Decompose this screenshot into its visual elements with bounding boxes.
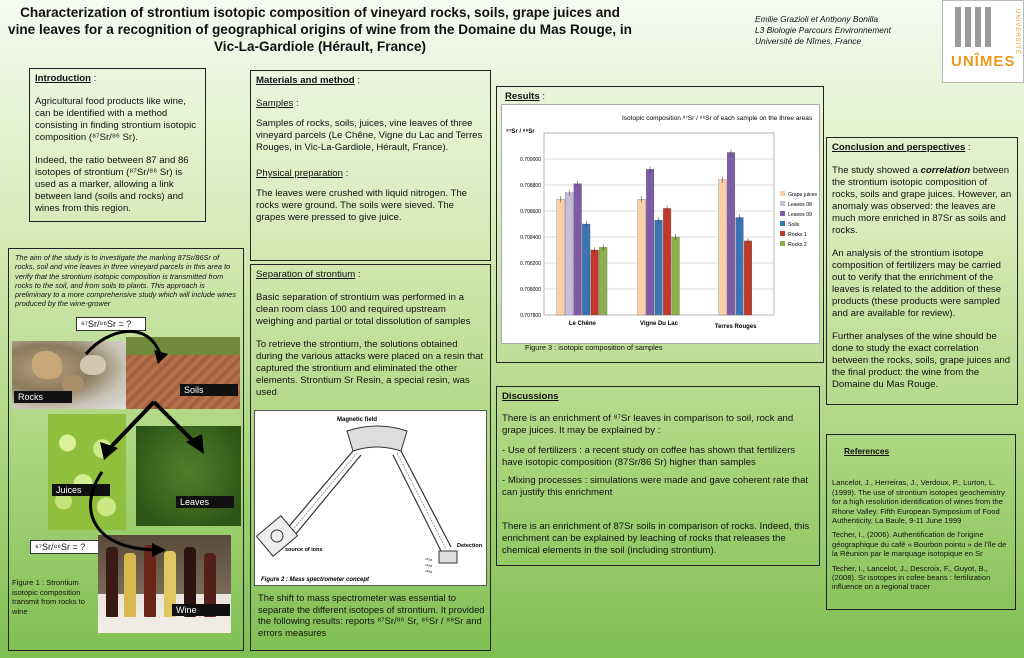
isotope-label: ⁸⁷Sr xyxy=(425,557,433,562)
flight-tube xyxy=(393,455,441,551)
logo-bar xyxy=(985,7,991,47)
legend-label: Rocks 2 xyxy=(788,242,807,248)
conclusion-p2: An analysis of the strontium isotope composition of fertilizers may be carried out to verify that the enrichment of the leaves is related to the addition of these products (these products were sampled and are available for review). xyxy=(832,248,1002,319)
introduction-heading: Introduction xyxy=(35,73,91,84)
bar xyxy=(719,180,727,315)
y-tick-label: 0.708600 xyxy=(520,209,541,215)
bar xyxy=(582,224,590,315)
source-label: source of ions xyxy=(285,547,323,553)
rocks-label: Rocks xyxy=(14,391,72,403)
figure3-caption: Figure 3 : isotopic composition of samples xyxy=(525,343,663,352)
samples-heading: Samples xyxy=(256,98,294,109)
introduction-box: Introduction : Agricultural food products like wine, can be identified with a method consisting in finding strontium isotopic composition (⁸⁷Sr/⁸⁶ Sr). Indeed, the ratio between 87 and 86 isotopes of strontium (⁸⁷Sr/⁸⁶ Sr) is used as a marker, allowing a link between land (soils and rocks) and wines from this region. xyxy=(29,68,206,222)
x-category-label: Le Chêne xyxy=(568,321,596,327)
legend-label: Soils xyxy=(788,222,800,228)
chart-panel xyxy=(501,104,820,344)
y-tick-label: 0.707800 xyxy=(520,313,541,319)
y-tick-label: 0.708200 xyxy=(520,261,541,267)
separation-heading: Separation of strontium xyxy=(256,269,356,280)
ion-beam xyxy=(290,453,357,533)
figure2-caption: Figure 2 : Mass spectrometer concept xyxy=(261,577,370,583)
magnet-shape xyxy=(347,426,407,451)
discussions-box xyxy=(496,386,820,566)
discussions-p3: - Mixing processes : simulations were made and gave coherent rate that can justify this enrichment xyxy=(502,475,809,498)
bar xyxy=(591,250,599,315)
bar xyxy=(655,220,663,315)
logo-name: UNÎMES xyxy=(951,53,1016,70)
legend-swatch xyxy=(780,191,785,196)
authors-block xyxy=(755,14,891,47)
prep-heading: Physical preparation xyxy=(256,168,343,179)
arrow-juices-wine xyxy=(91,472,158,550)
detector-shape xyxy=(439,551,457,563)
arrow-rocks-soils xyxy=(86,331,160,354)
y-tick-label: 0.709000 xyxy=(520,157,541,163)
author-program: L3 Biologie Parcours Environnement xyxy=(755,25,891,35)
chart-ylabel: ⁸⁷Sr / ⁸⁶Sr xyxy=(506,129,535,135)
flight-tube xyxy=(401,451,451,547)
results-box xyxy=(496,86,824,363)
bar xyxy=(663,208,671,315)
legend-label: Leaves 08 xyxy=(788,202,812,208)
bar xyxy=(736,218,744,316)
figure1-arrows xyxy=(8,310,244,570)
bar xyxy=(646,169,654,315)
leaves-label: Leaves xyxy=(176,496,234,508)
bar xyxy=(565,193,573,315)
conclusion-heading: Conclusion and perspectives xyxy=(832,142,966,153)
conclusion-box: Conclusion and perspectives : The study showed a correlation between the strontium isotopic composition of rocks, soils and grape juices. However, an anomaly was observed: the leaves are much more enriched in 87Sr as soils and rocks. An analysis of the strontium isotope composition of fertilizers may be carried out to verify that the enrichment of the leaves is related to the addition of these products (these products were sampled and are available for review). Further analyses of the wine should be done to study the exact correlation between the rocks, soils, grape juices and the final product: the wine from the Domaine du Mas Rouge. xyxy=(826,137,1018,405)
legend-swatch xyxy=(780,201,785,206)
author-university: Université de Nîmes, France xyxy=(755,36,862,46)
bar xyxy=(638,199,646,315)
flight-tube xyxy=(295,455,361,535)
detection-label: Detection xyxy=(457,543,483,549)
legend-label: Leaves 09 xyxy=(788,212,812,218)
arrow-soils-juices xyxy=(108,402,154,450)
aim-text: The aim of the study is to investigate the marking 87Sr/86Sr of rocks, soil and vine leaves in three vineyard parcels in this area to verify that the strontium isotopic composition is transmitted from rocks to the soil, and from soils to plants. This approach is preliminary to a more comprehensive study which will include wines produced by the wine-grower xyxy=(15,253,236,309)
separation-p3: The shift to mass spectrometer was essential to separate the different isotopes of strontium. It provided the following results: reports ⁸⁷Sr/⁸⁶ Sr, ⁸⁶Sr / ⁸⁸Sr and errors measures xyxy=(258,592,485,638)
bar xyxy=(744,241,752,315)
conclusion-p1 xyxy=(832,165,1012,237)
y-tick-label: 0.708400 xyxy=(520,235,541,241)
legend-label: Rocks 1 xyxy=(788,232,807,238)
poster-title: Characterization of strontium isotopic composition of vineyard rocks, soils, grape juices and vine leaves for a recognition of geographical origins of wine from the Domaine du Mas Rouge, in Vic-La-Gardiole (Hérault, France) xyxy=(8,5,632,54)
prep-text: The leaves were crushed with liquid nitrogen. The rocks were ground. The soils were sieved. The grapes were pressed to give juice. xyxy=(256,188,468,223)
conclusion-p1-before: The study showed a xyxy=(832,165,921,176)
magnetic-field-label: Magnetic field xyxy=(337,417,378,423)
ratio-label-bottom: ⁸⁷Sr/⁸⁶Sr = ? xyxy=(30,540,100,554)
results-heading-wrap: Results : xyxy=(505,91,545,102)
soils-label: Soils xyxy=(180,384,238,396)
x-category-label: Vigne Du Lac xyxy=(640,321,678,327)
legend-swatch xyxy=(780,241,785,246)
ion-beam xyxy=(397,453,446,549)
bar xyxy=(557,199,565,315)
arrow-soils-leaves xyxy=(154,402,196,444)
isotopic-bar-chart xyxy=(502,105,821,345)
references-box xyxy=(826,434,1016,610)
results-heading: Results xyxy=(505,91,540,102)
references-heading: References xyxy=(844,446,890,456)
discussions-p1: There is an enrichment of ⁸⁷Sr leaves in comparison to soil, rock and grape juices. It may be explained by : xyxy=(502,413,794,436)
university-logo xyxy=(942,0,1024,83)
legend-swatch xyxy=(780,221,785,226)
isotope-label: ⁸⁸Sr xyxy=(425,569,433,574)
discussions-heading: Discussions xyxy=(502,391,559,402)
bar xyxy=(727,153,735,316)
figure1-caption: Figure 1 : Strontium isotopic composition transmit from rocks to wine xyxy=(12,578,85,616)
juices-label: Juices xyxy=(52,484,110,496)
y-tick-label: 0.708000 xyxy=(520,287,541,293)
separation-box: Separation of strontium : Basic separation of strontium was performed in a clean room class 100 and required upstream weighing and partial or total dissolution of samples To retrieve the strontium, the solutions obtained during the various attacks were placed on a resin that captured the strontium and eliminated the other elements. Strontium Sr Resin, a special resin, was used xyxy=(250,264,491,651)
discussions-p4: There is an enrichment of 87Sr soils in comparison of rocks. Indeed, this enrichment can be explained by leaching of rocks that releases the chemical elements in the soil (including strontium). xyxy=(502,521,810,556)
reference-1: Lancelot, J., Herreiras, J., Verdoux, P., Lurton, L. (1999). The use of strontium isotopes geochemistry for a high resolution identification of wines from the Rhone Valley. Fifth European Symposium of Food Authenticity, La Baule, 9-11 June 1999 xyxy=(832,478,1005,526)
introduction-p1: Agricultural food products like wine, can be identified with a method consisting in finding strontium isotopic composition (⁸⁷Sr/⁸⁶ Sr). xyxy=(35,96,197,143)
introduction-p2: Indeed, the ratio between 87 and 86 isotopes of strontium (⁸⁷Sr/⁸⁶ Sr) is used as a marker, allowing a link between land (soils and rocks) and wines from this region. xyxy=(35,155,189,214)
methods-box: Materials and method : Samples : Samples of rocks, soils, juices, vine leaves of three vineyard parcels (Le Chêne, Vigne du Lac and Terres Rouges, in Vic-La-Gardiole, Hérault, France). Physical preparation : The leaves were crushed with liquid nitrogen. The rocks were ground. The soils were sieved. The grapes were pressed to give juice. xyxy=(250,70,491,261)
separation-p2: To retrieve the strontium, the solutions obtained during the various attacks were placed on a resin that captured the strontium and eliminated the other elements. Strontium Sr Resin, a special resin, was used xyxy=(256,339,484,398)
separation-p1: Basic separation of strontium was performed in a clean room class 100 and required upstream weighing and partial or total dissolution of samples xyxy=(256,292,471,327)
legend-swatch xyxy=(780,211,785,216)
wine-label: Wine xyxy=(172,604,230,616)
isotope-label: ⁸⁶Sr xyxy=(425,563,433,568)
samples-text: Samples of rocks, soils, juices, vine leaves of three vineyard parcels (Le Chêne, Vigne du Lac and Terres Rouges, in Vic-La-Gardiole, Hérault, France). xyxy=(256,118,483,153)
legend-label: Grape juices xyxy=(788,192,818,198)
y-tick-label: 0.708800 xyxy=(520,183,541,189)
logo-bar xyxy=(975,7,981,47)
conclusion-p3: Further analyses of the wine should be done to study the exact correlation between the rocks, soils, grape juices and the final product: the wine from the Domaine du Mas Rouge. xyxy=(832,331,1011,390)
figure2-panel xyxy=(254,410,487,586)
conclusion-emphasis: correlation xyxy=(920,165,971,176)
chart-title: Isotopic composition ⁸⁷Sr / ⁸⁶Sr of each sample on the three areas xyxy=(622,115,813,122)
mass-spectrometer-diagram xyxy=(255,411,488,587)
methods-heading: Materials and method xyxy=(256,75,355,86)
logo-bar xyxy=(955,7,961,47)
logo-vertical: UNIVERSITÉ xyxy=(1014,9,1020,56)
arrow-head xyxy=(152,543,166,557)
bar xyxy=(574,184,582,315)
author-names: Emilie Grazioli et Anthony Bonilla xyxy=(755,14,879,24)
flight-tube xyxy=(285,451,353,531)
reference-2: Techer, I., (2006). Authentification de l’origine géographique du café « Bourbon pointu » de l’île de la Réunion par le marquage isotopique en Sr xyxy=(832,530,1007,559)
ratio-label-top: ⁸⁷Sr/⁸⁶Sr = ? xyxy=(76,317,146,331)
bar xyxy=(599,247,607,315)
bar xyxy=(672,237,680,315)
arrow-head xyxy=(154,350,168,364)
x-category-label: Terres Rouges xyxy=(714,324,757,330)
conclusion-p1-after: between the strontium isotopic composition of rocks, soils and grape juices. However, an anomaly was observed: the leaves are much more enriched in 87Sr as soils and rocks. xyxy=(832,165,1012,236)
logo-bar xyxy=(965,7,971,47)
reference-3: Techer, I., Lancelot, J., Descroix, F., Guyot, B., (2008). Sr isotopes in cofee beans : fertilization influence on a regional tracer xyxy=(832,563,991,592)
discussions-p2: - Use of fertilizers : a recent study on coffee has shown that fertilizers have isotopic composition (87Sr/86 Sr) higher than samples xyxy=(502,445,796,468)
legend-swatch xyxy=(780,231,785,236)
